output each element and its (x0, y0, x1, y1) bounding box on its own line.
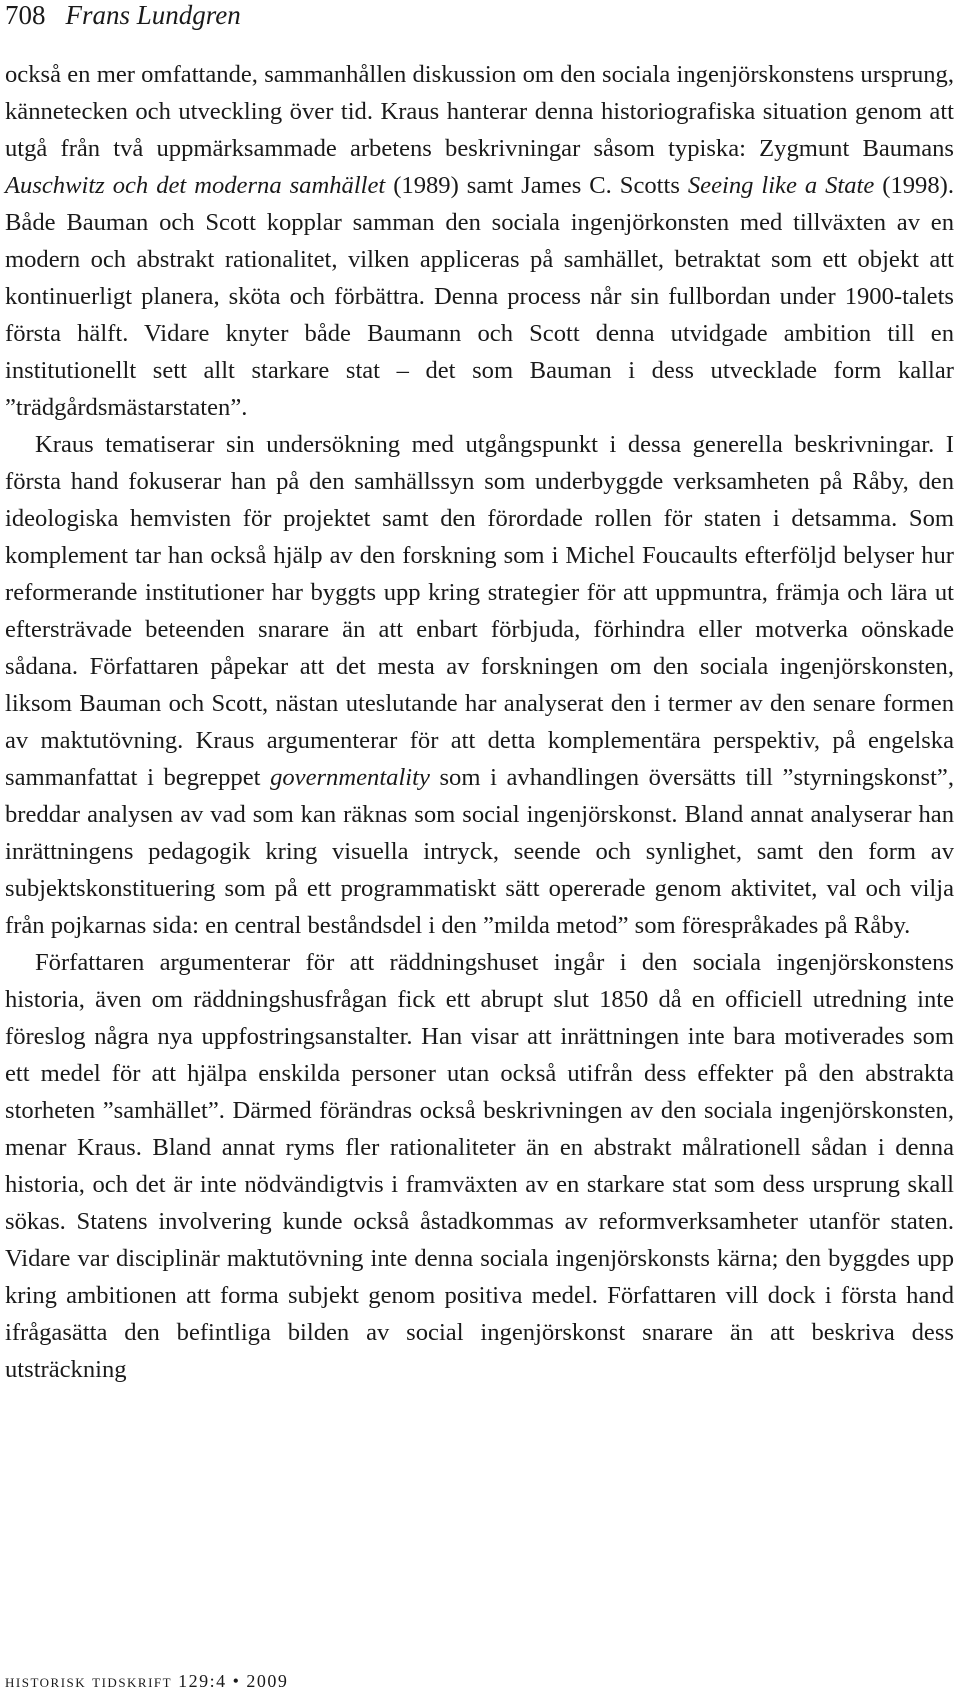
text-segment: också en mer omfattande, sammanhållen diskussion om den sociala ingenjörskonstens ursprung, kännetecken och utveckling över tid. Kraus hanterar denna historiografiska situation genom att utgå från två uppmärksammade arbetens beskrivningar såsom typiska: Zygmunt Baumans (5, 61, 954, 162)
text-segment: Kraus tematiserar sin undersökning med utgångspunkt i dessa generella beskrivningar. I första hand fokuserar han på den samhällssyn som underbyggde verksamheten på Råby, den ideologiska hemvisten för projektet samt den förordade rollen för staten i detsamma. Som komplement tar han också hjälp av den forskning som i Michel Foucaults efterföljd belyser hur reformerande institutioner har byggts upp kring strategier för att uppmuntra, främja och lära ut eftersträvade beteenden snarare än att enbart förbjuda, förhindra eller motverka oönskade sådana. Författaren påpekar att det mesta av forskningen om den sociala ingenjörskonsten, liksom Bauman och Scott, nästan uteslutande har analyserat den i termer av den senare formen av maktutövning. Kraus argumenterar för att detta komplementära perspektiv, på engelska sammanfattat i begreppet (5, 431, 954, 791)
running-head (5, 0, 241, 30)
text-segment: (1998). Både Bauman och Scott kopplar samman den sociala ingenjörkonsten med tillväxten av en modern och abstrakt rationalitet, vilken appliceras på samhället, betraktat som ett objekt att kontinuerligt planera, sköta och förbättra. Denna process når sin fullbordan under 1900-talets första hälft. Vidare knyter både Baumann och Scott denna utvidgade ambition till en institutionellt sett allt starkare stat – det som Bauman i dess utvecklade form kallar ”trädgårdsmästarstaten”. (5, 172, 954, 421)
text-segment: som i avhandlingen översätts till ”styrningskonst”, breddar analysen av vad som kan räknas som social ingenjörskonst. Bland annat analyserar han inrättningens pedagogik kring visuella intryck, seende och synlighet, samt den form av subjektskonstituering som på ett programmatiskt sätt opererade genom aktivitet, val och vilja från pojkarnas sida: en central beståndsdel i den ”milda metod” som förespråkades på Råby. (5, 764, 954, 939)
text-segment: (1989) samt James C. Scotts (385, 172, 688, 199)
text-segment: Författaren argumenterar för att räddningshuset ingår i den sociala ingenjörskonstens historia, även om räddningshusfrågan fick ett abrupt slut 1850 då en officiell utredning inte föreslog några nya uppfostringsanstalter. Han visar att inrättningen inte bara motiverades som ett medel för att hjälpa enskilda personer utan också utifrån dess effekter på den abstrakta storheten ”samhället”. Därmed förändras också beskrivningen av den sociala ingenjörskonsten, menar Kraus. Bland annat ryms fler rationaliteter än en abstrakt målrationell sådan i denna historia, och det är inte nödvändigtvis i framväxten av en starkare stat som dess ursprung skall sökas. Statens involvering kunde också åstadkommas av reformverksamheter utanför staten. Vidare var disciplinär maktutövning inte denna sociala ingenjörskonsts kärna; den byggdes upp kring ambitionen att forma subjekt genom positiva medel. Författaren vill dock i första hand ifrågasätta den befintliga bilden av social ingenjörskonst snarare än att beskriva dess utsträckning (5, 949, 954, 1383)
paragraph-3 (5, 944, 954, 1388)
term-governmentality: governmentality (270, 764, 430, 791)
page-number: 708 (5, 0, 46, 30)
body-text (5, 56, 954, 1388)
paragraph-1 (5, 56, 954, 426)
book-title-seeing-like-a-state: Seeing like a State (687, 172, 875, 199)
journal-footer: historisk tidskrift 129:4 • 2009 (5, 1671, 289, 1691)
document-page (5, 0, 954, 1699)
book-title-auschwitz: Auschwitz och det moderna samhället (5, 172, 386, 199)
author-name: Frans Lundgren (65, 0, 241, 30)
paragraph-2 (5, 426, 954, 944)
